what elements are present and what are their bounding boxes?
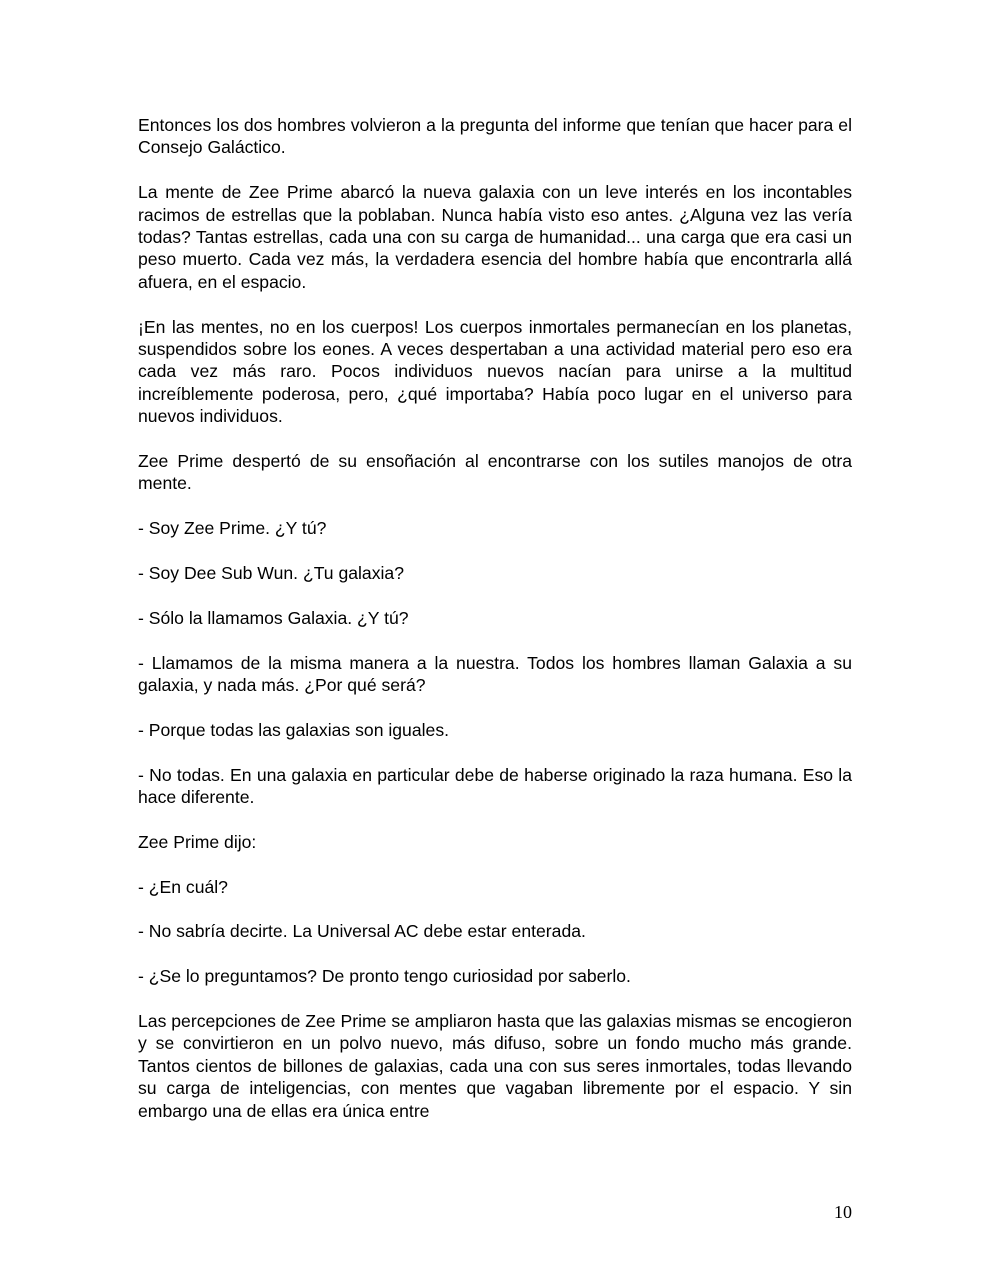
dialogue-line: - Soy Zee Prime. ¿Y tú? (138, 518, 327, 539)
dialogue-line: - ¿Se lo preguntamos? De pronto tengo curiosidad por saberlo. (138, 966, 631, 987)
dialogue-line: - No todas. En una galaxia en particular debe de haberse originado la raza humana. Eso la hace diferente. (138, 764, 852, 808)
dialogue-line: - Soy Dee Sub Wun. ¿Tu galaxia? (138, 563, 404, 584)
paragraph: Zee Prime dijo: (138, 831, 257, 852)
paragraph: La mente de Zee Prime abarcó la nueva galaxia con un leve interés en los incontables racimos de estrellas que la poblaban. Nunca había visto eso antes. ¿Alguna vez las vería todas? Tantas estrellas, cada una con su carga de humanidad... una carga que era casi un peso muerto. Cada vez más, la verdadera esencia del hombre había que encontrarla allá afuera, en el espacio. (138, 182, 852, 292)
dialogue-line: - ¿En cuál? (138, 876, 228, 897)
dialogue-line: - Sólo la llamamos Galaxia. ¿Y tú? (138, 607, 409, 628)
dialogue-line: - Llamamos de la misma manera a la nuestra. Todos los hombres llaman Galaxia a su galaxia, y nada más. ¿Por qué será? (138, 652, 852, 696)
dialogue-line: - Porque todas las galaxias son iguales. (138, 719, 450, 740)
paragraph: Zee Prime despertó de su ensoñación al encontrarse con los sutiles manojos de otra mente. (138, 451, 852, 494)
page-body (138, 114, 852, 1144)
page-number: 10 (834, 1202, 852, 1222)
paragraph: ¡En las mentes, no en los cuerpos! Los cuerpos inmortales permanecían en los planetas, suspendidos sobre los eones. A veces despertaban a una actividad material pero eso era cada vez más raro. Pocos individuos nuevos nacían para unirse a la multitud increíblemente poderosa, pero, ¿qué importaba? Había poco lugar en el universo para nuevos individuos. (138, 316, 852, 427)
paragraph: Entonces los dos hombres volvieron a la pregunta del informe que tenían que hacer para el Consejo Galáctico. (138, 115, 852, 158)
paragraph: Las percepciones de Zee Prime se ampliaron hasta que las galaxias mismas se encogieron y se convirtieron en un polvo nuevo, más difuso, sobre un fondo mucho más grande. Tantos cientos de billones de galaxias, cada una con sus seres inmortales, todas llevando su carga de inteligencias, con mentes que vagaban libremente por el espacio. Y sin embargo una de ellas era única entre (138, 1011, 852, 1121)
dialogue-line: - No sabría decirte. La Universal AC debe estar enterada. (138, 921, 586, 942)
